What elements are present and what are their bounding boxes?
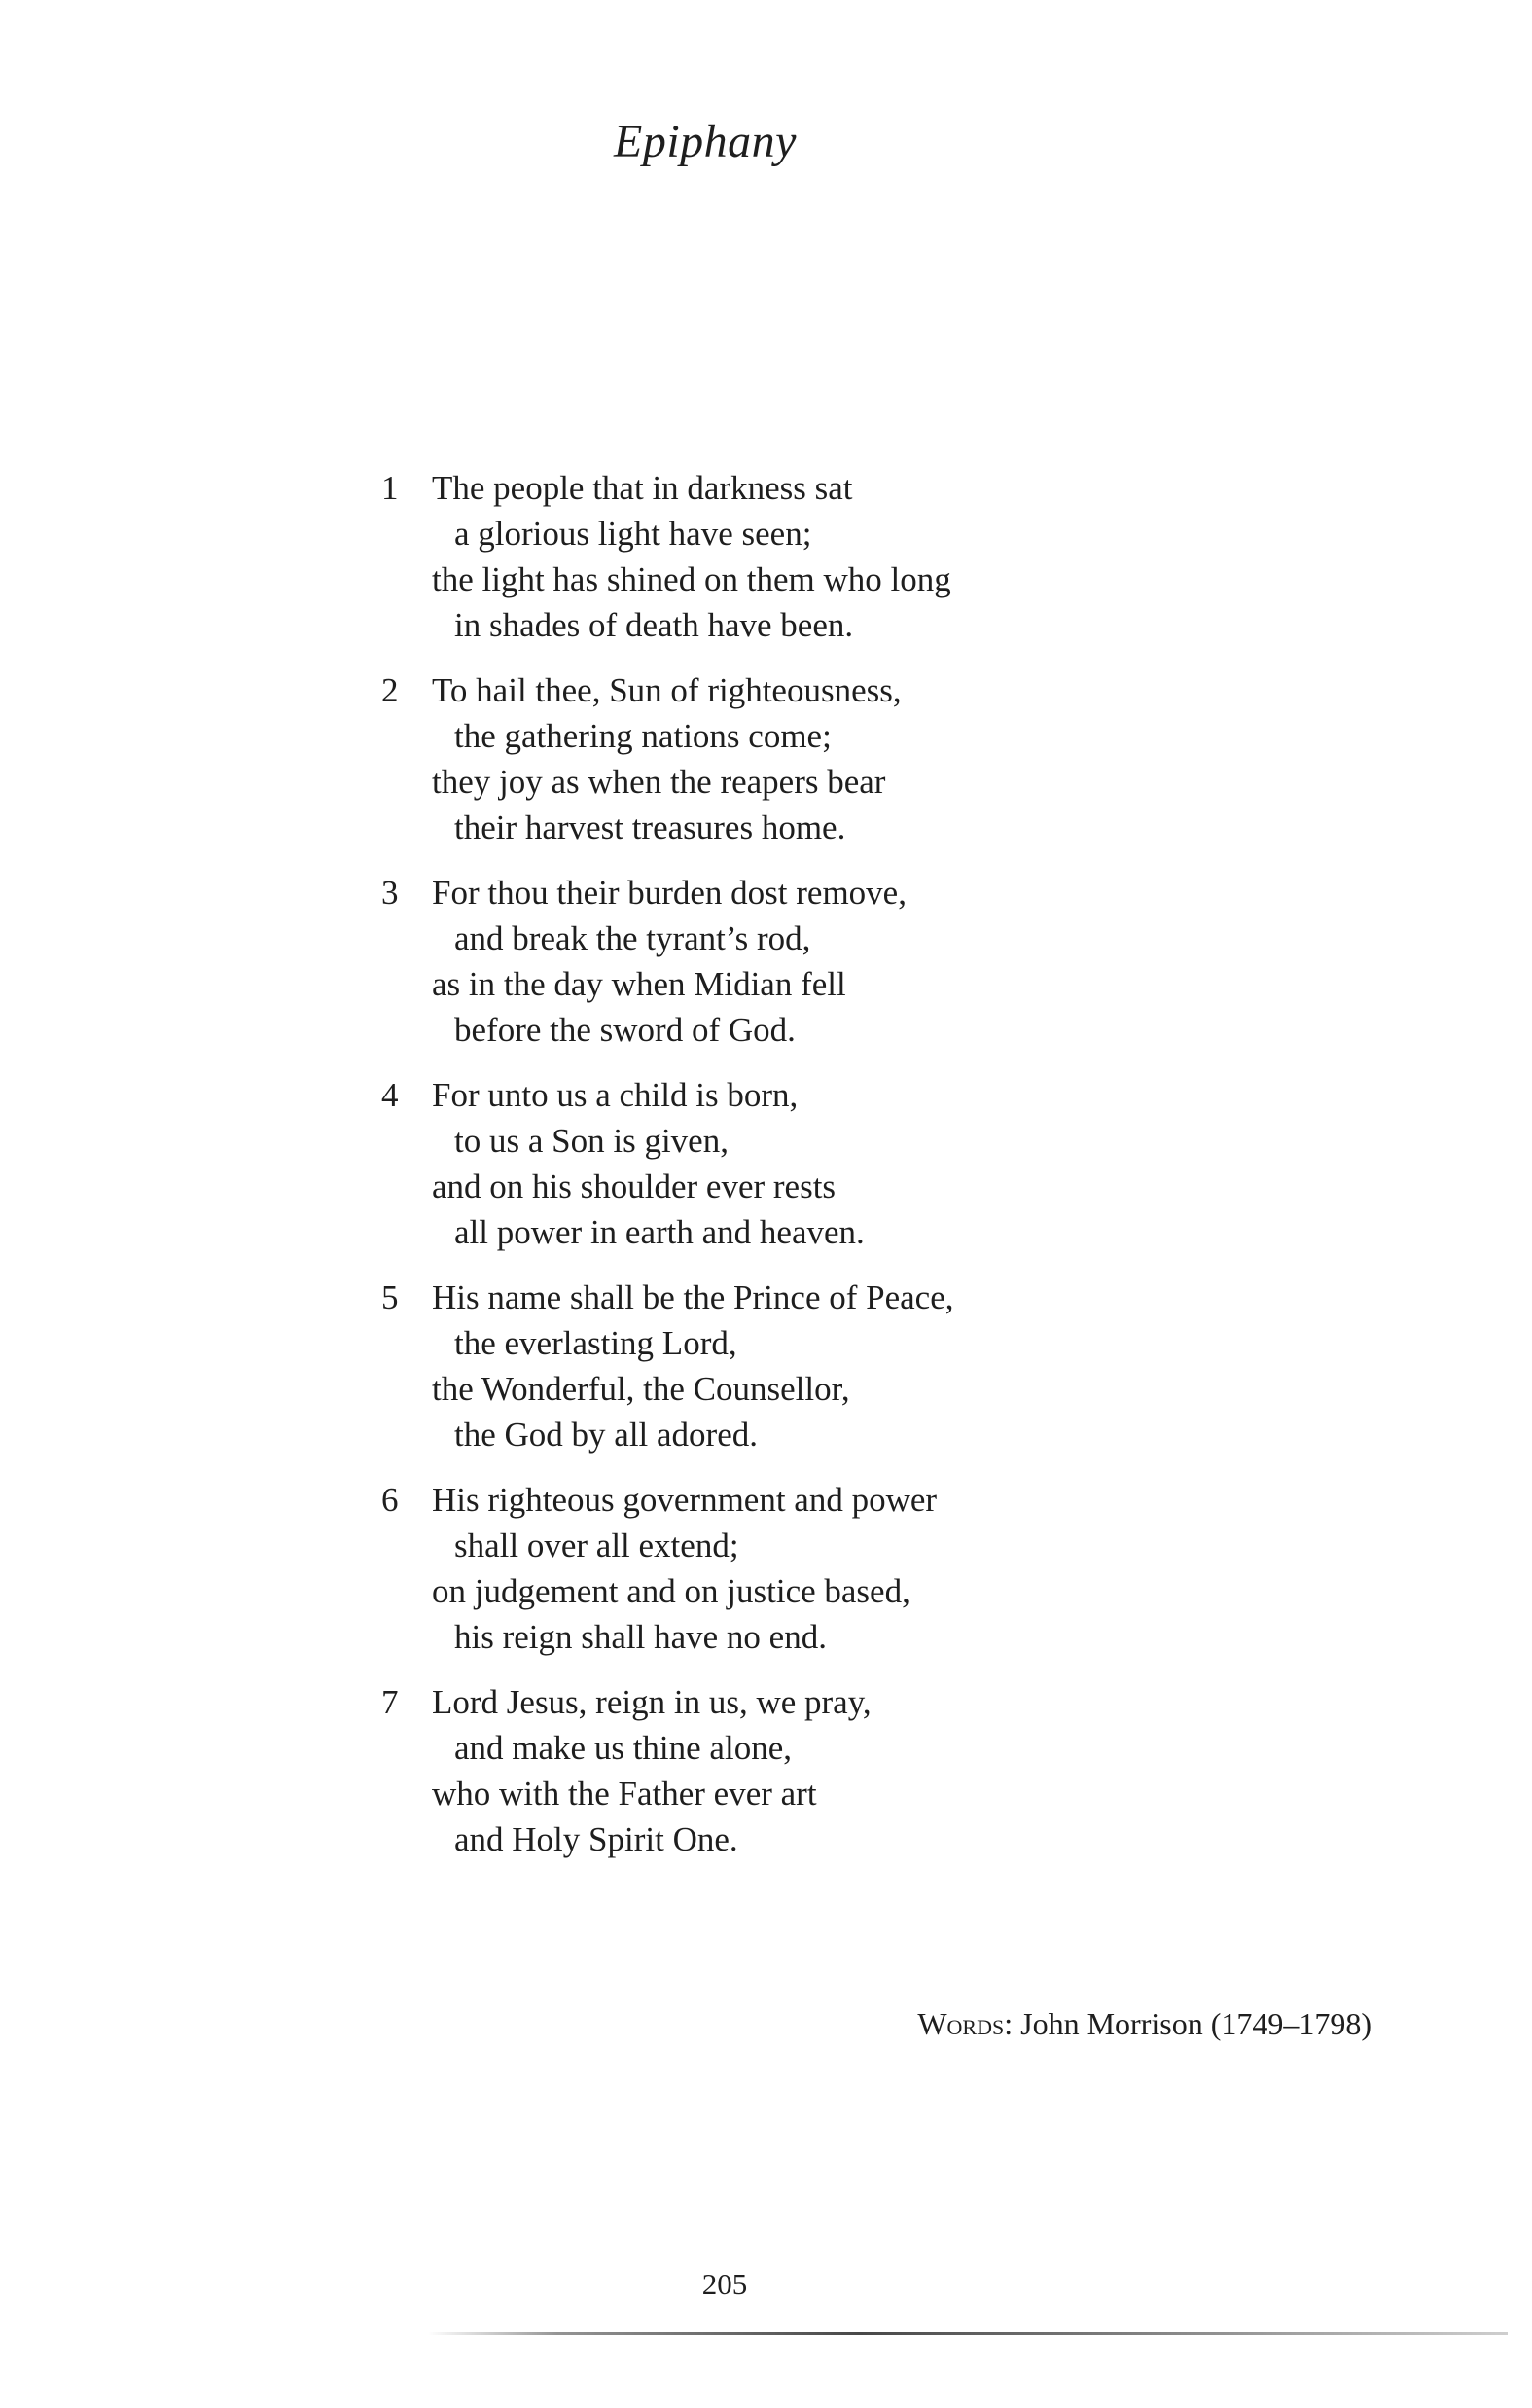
verse-number: 4	[381, 1076, 399, 1114]
verse-line: before the sword of God.	[454, 1011, 796, 1049]
verse-line: all power in earth and heaven.	[454, 1213, 865, 1251]
verse-number: 1	[381, 469, 399, 507]
verse-lines	[432, 870, 1140, 1053]
verse	[381, 870, 1140, 1053]
verse-lines	[432, 1275, 1140, 1457]
verse-number: 2	[381, 671, 399, 709]
verse-lines	[432, 667, 1140, 850]
credit-label: Words:	[917, 2006, 1014, 2041]
verse	[381, 465, 1140, 648]
verse-line: His righteous government and power	[432, 1481, 938, 1519]
verse-number: 3	[381, 874, 399, 912]
verse-number: 6	[381, 1481, 399, 1519]
verse	[381, 1275, 1140, 1457]
verse-line: his reign shall have no end.	[454, 1618, 827, 1656]
verse	[381, 1072, 1140, 1255]
verse-lines	[432, 1477, 1140, 1660]
verse-line: the light has shined on them who long	[432, 560, 951, 598]
verse-line: and make us thine alone,	[454, 1729, 792, 1767]
verse-line: Lord Jesus, reign in us, we pray,	[432, 1683, 872, 1721]
verse-line: The people that in darkness sat	[432, 469, 853, 507]
bottom-rule	[428, 2332, 1508, 2335]
verse-line: the God by all adored.	[454, 1416, 758, 1454]
verse-line: shall over all extend;	[454, 1527, 739, 1564]
verse-line: the Wonderful, the Counsellor,	[432, 1370, 850, 1408]
verse-line: who with the Father ever art	[432, 1775, 817, 1813]
verse-line: to us a Son is given,	[454, 1122, 729, 1160]
verse-line: and Holy Spirit One.	[454, 1820, 738, 1858]
verse-line: their harvest treasures home.	[454, 809, 846, 846]
verse-line: the gathering nations come;	[454, 717, 832, 755]
verse	[381, 1477, 1140, 1660]
verse	[381, 1679, 1140, 1862]
verse-number: 7	[381, 1683, 399, 1721]
verse-line: For unto us a child is born,	[432, 1076, 799, 1114]
verse-line: For thou their burden dost remove,	[432, 874, 907, 912]
verse-lines	[432, 465, 1140, 648]
verse-line: they joy as when the reapers bear	[432, 763, 886, 801]
verse-line: To hail thee, Sun of righteousness,	[432, 671, 902, 709]
verse-line: on judgement and on justice based,	[432, 1572, 910, 1610]
verse-lines	[432, 1679, 1140, 1862]
verse-line: the everlasting Lord,	[454, 1324, 737, 1362]
hymn-title: Epiphany	[614, 116, 797, 167]
verse-lines	[432, 1072, 1140, 1255]
verse-line: and on his shoulder ever rests	[432, 1168, 837, 1205]
verse-line: a glorious light have seen;	[454, 515, 812, 553]
verse	[381, 667, 1140, 850]
verse-line: as in the day when Midian fell	[432, 965, 846, 1003]
verse-line: His name shall be the Prince of Peace,	[432, 1278, 954, 1316]
page-number: 205	[701, 2267, 748, 2301]
verse-number: 5	[381, 1278, 399, 1316]
verse-line: and break the tyrant’s rod,	[454, 919, 811, 957]
verse-line: in shades of death have been.	[454, 606, 854, 644]
words-credit	[917, 2006, 1372, 2042]
verse-list	[381, 465, 1140, 1882]
credit-author: John Morrison (1749–1798)	[1020, 2006, 1372, 2041]
